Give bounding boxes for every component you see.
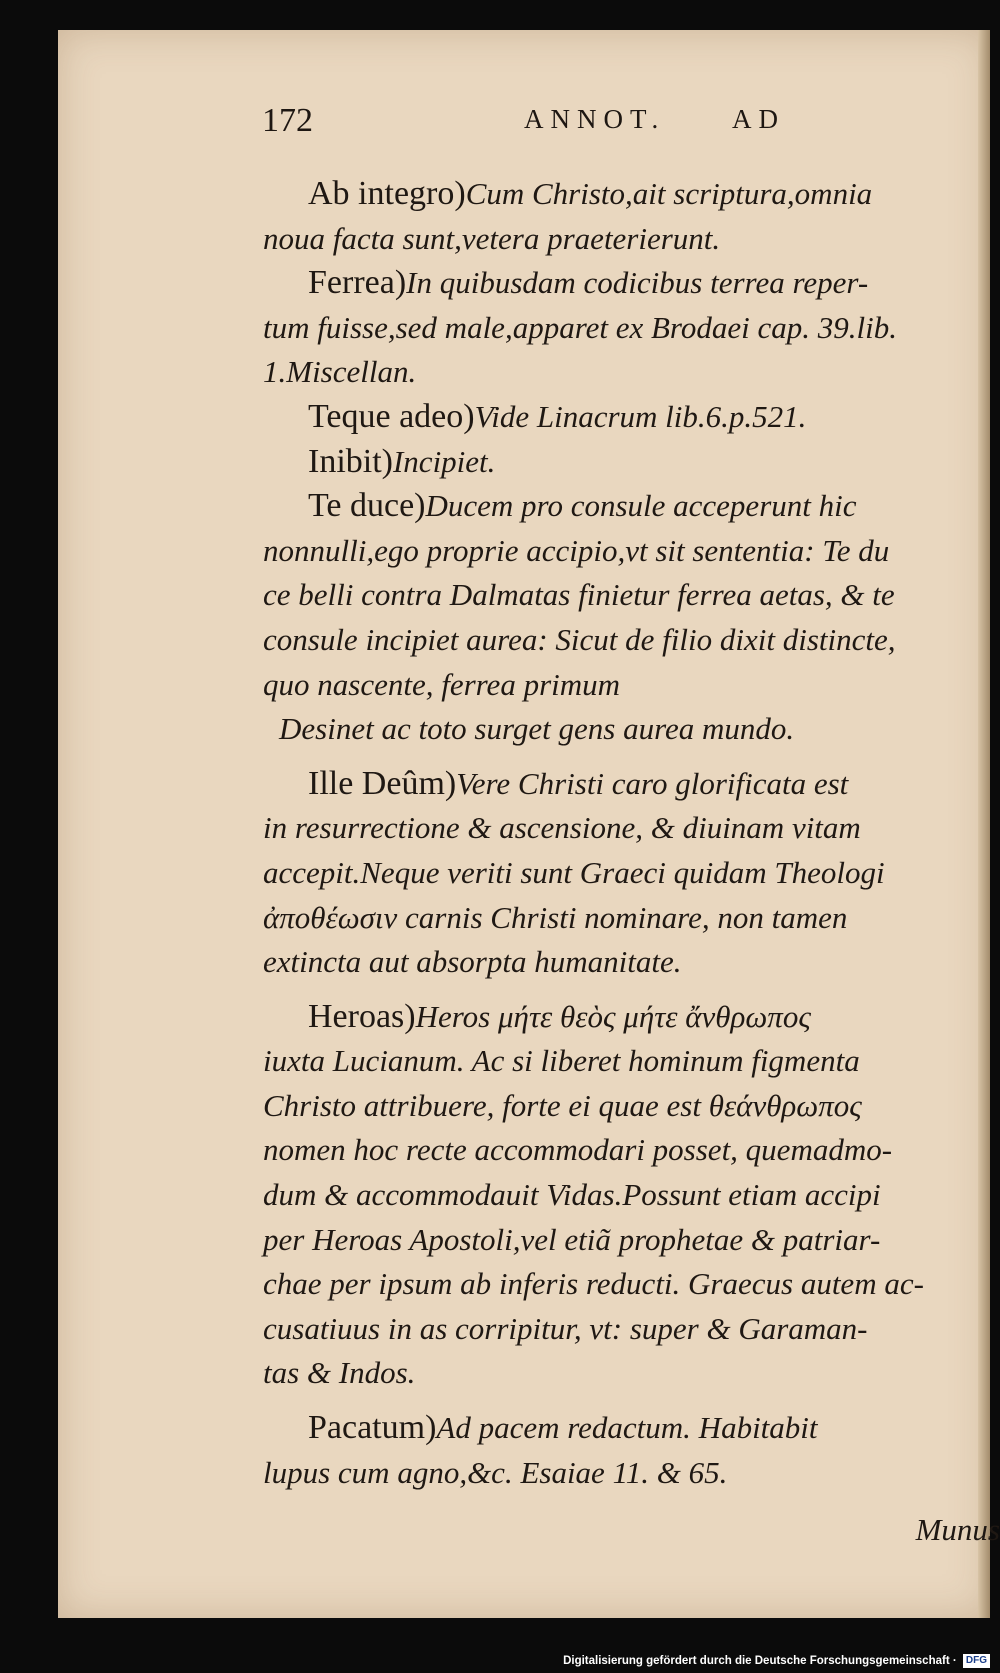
text-line bbox=[263, 1218, 1000, 1263]
gloss: lupus cum agno,&c. Esaiae 11. & 65. bbox=[263, 1454, 728, 1490]
gloss: Incipiet. bbox=[392, 443, 496, 479]
text-line bbox=[263, 1084, 1000, 1129]
lemma: Ille Deûm) bbox=[308, 764, 457, 802]
gloss: iuxta Lucianum. Ac si liberet hominum figmenta bbox=[263, 1043, 860, 1079]
catchword: Munus bbox=[915, 1512, 1000, 1548]
gloss: Vere Christi caro glorificata est bbox=[456, 765, 849, 801]
gloss: in resurrectione & ascensione, & diuinam vitam bbox=[263, 810, 861, 846]
text-line bbox=[263, 995, 1000, 1040]
annotation-text bbox=[263, 172, 1000, 1565]
gloss: 1.Miscellan. bbox=[263, 354, 417, 390]
lemma: Ferrea) bbox=[308, 264, 407, 302]
gloss: extincta aut absorpta humanitate. bbox=[263, 944, 682, 980]
text-line bbox=[263, 1307, 1000, 1352]
text-line bbox=[263, 762, 1000, 807]
gloss: cusatiuus in as corripitur, vt: super & Garaman- bbox=[263, 1310, 868, 1346]
text-line bbox=[263, 440, 1000, 485]
text-line bbox=[263, 306, 1000, 351]
gloss: accepit.Neque veriti sunt Graeci quidam Theologi bbox=[263, 854, 885, 890]
gloss: Heros μήτε θεὸς μήτε ἄνθρωπος bbox=[415, 998, 811, 1034]
gloss: nonnulli,ego proprie accipio,vt sit sententia: Te du bbox=[263, 532, 890, 568]
lemma: Pacatum) bbox=[308, 1409, 437, 1447]
digitization-credit: Digitalisierung gefördert durch die Deutsche Forschungsgemeinschaft · DFG bbox=[563, 1651, 990, 1671]
text-line bbox=[263, 1039, 1000, 1084]
lemma: Te duce) bbox=[308, 487, 426, 525]
text-line bbox=[263, 529, 1000, 574]
text-line bbox=[263, 573, 1000, 618]
text-line bbox=[263, 484, 1000, 529]
gloss: per Heroas Apostoli,vel etiã prophetae & patriar- bbox=[263, 1221, 881, 1257]
gloss: tum fuisse,sed male,apparet ex Brodaei cap. 39.lib. bbox=[263, 309, 897, 345]
text-line bbox=[263, 350, 1000, 395]
text-line bbox=[263, 806, 1000, 851]
gloss: Ducem pro consule acceperunt hic bbox=[425, 488, 857, 524]
lemma: Ab integro) bbox=[308, 175, 466, 212]
gloss: tas & Indos. bbox=[263, 1355, 416, 1391]
text-line bbox=[263, 896, 1000, 941]
text-line bbox=[263, 851, 1000, 896]
gloss: Christo attribuere, forte ei quae est θεάνθρωπος bbox=[263, 1087, 862, 1123]
text-line bbox=[263, 1262, 1000, 1307]
gloss: chae per ipsum ab inferis reducti. Graecus autem ac- bbox=[263, 1266, 924, 1302]
text-line bbox=[263, 1173, 1000, 1218]
text-line bbox=[263, 395, 1000, 440]
page-number: 172 bbox=[262, 102, 313, 139]
gloss: consule incipiet aurea: Sicut de filio dixit distincte, bbox=[263, 621, 896, 657]
text-line bbox=[263, 1406, 1000, 1451]
book-page bbox=[58, 30, 1000, 1618]
gloss: ce belli contra Dalmatas finietur ferrea aetas, & te bbox=[263, 577, 895, 613]
gloss: nomen hoc recte accommodari posset, quemadmo- bbox=[263, 1132, 893, 1168]
gloss: Ad pacem redactum. Habitabit bbox=[436, 1410, 818, 1446]
text-line bbox=[263, 1451, 1000, 1496]
gloss: Desinet ac toto surget gens aurea mundo. bbox=[279, 711, 795, 747]
lemma: Heroas) bbox=[308, 997, 416, 1035]
catchword-row bbox=[263, 1495, 1000, 1565]
running-head bbox=[262, 102, 822, 150]
text-line bbox=[263, 1351, 1000, 1396]
running-head-word: AD bbox=[732, 104, 785, 134]
gloss: In quibusdam codicibus terrea reper- bbox=[406, 265, 869, 301]
credit-text: Digitalisierung gefördert durch die Deutsche Forschungsgemeinschaft bbox=[563, 1655, 950, 1667]
text-line bbox=[263, 1128, 1000, 1173]
text-line bbox=[263, 172, 1000, 217]
text-line bbox=[263, 261, 1000, 306]
text-line bbox=[263, 663, 1000, 708]
text-line bbox=[263, 707, 1000, 752]
dfg-logo: DFG bbox=[963, 1654, 990, 1668]
text-line bbox=[263, 217, 1000, 262]
text-line bbox=[263, 940, 1000, 985]
gloss: Cum Christo,ait scriptura,omnia bbox=[465, 176, 873, 211]
text-line bbox=[263, 618, 1000, 663]
gloss: dum & accommodauit Vidas.Possunt etiam accipi bbox=[263, 1177, 881, 1213]
gloss: noua facta sunt,vetera praeterierunt. bbox=[263, 220, 721, 256]
gloss: quo nascente, ferrea primum bbox=[263, 666, 621, 702]
gloss: ἀποθέωσιν carnis Christi nominare, non tamen bbox=[263, 899, 848, 935]
lemma: Inibit) bbox=[308, 442, 393, 480]
lemma: Teque adeo) bbox=[308, 397, 475, 435]
running-head-word: ANNOT. bbox=[524, 104, 666, 134]
gloss: Vide Linacrum lib.6.p.521. bbox=[474, 398, 807, 434]
